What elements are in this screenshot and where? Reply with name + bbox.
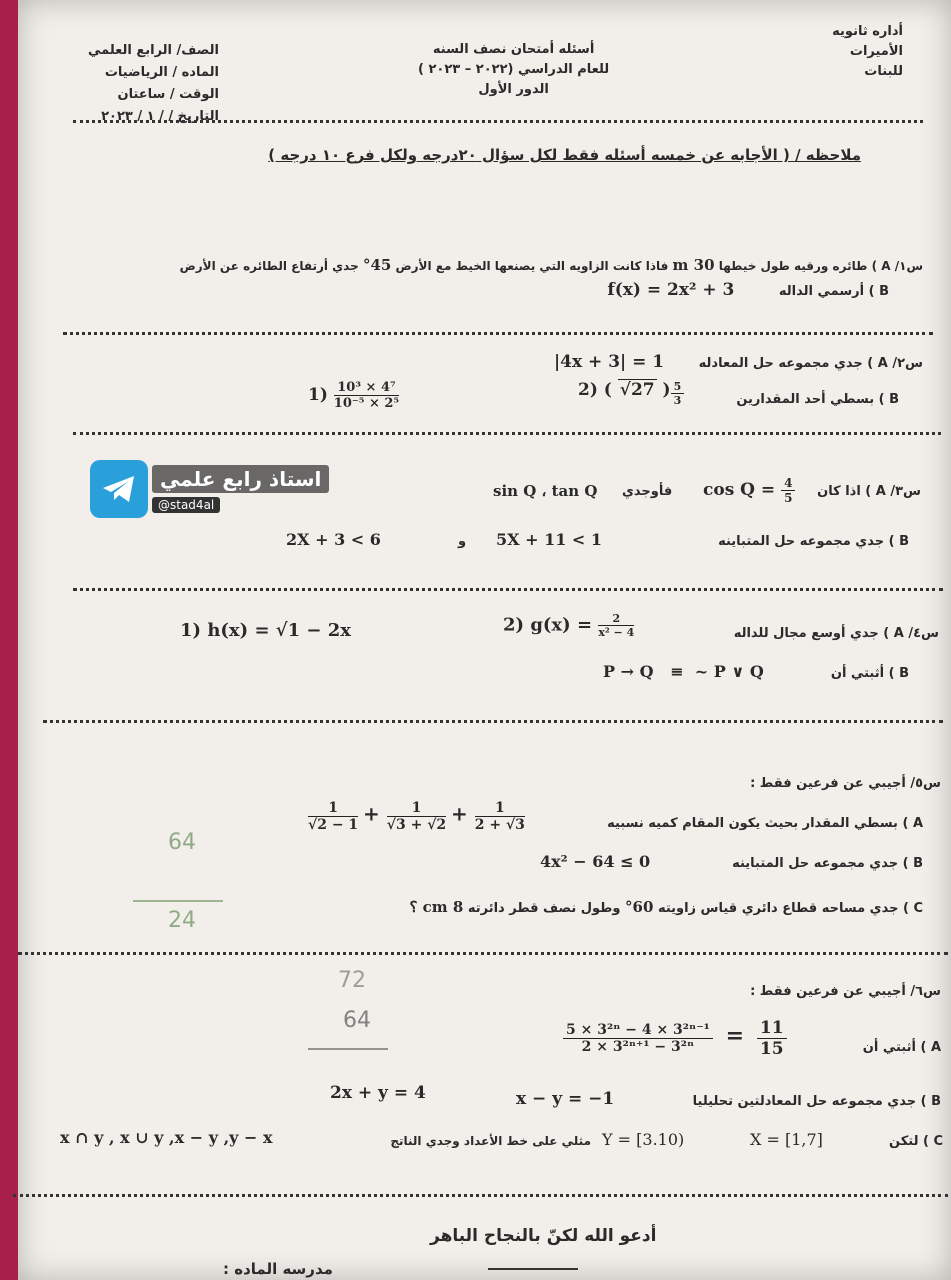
- q4-a: س٤/ A ) جدي أوسع مجال للداله: [733, 626, 939, 641]
- q5-a-expression: $\frac{1}{√2 - 1}$ + $\frac{1}{√3 + √2}$ + $\frac{1}{2 + √3}$: [308, 800, 525, 833]
- q6-c-text: مثلي على خط الأعداد وجدي الناتج: [390, 1134, 591, 1148]
- q1-a: س١/ A ) طائره ورقيه طول خيطها 30 m فاذا كانت الزاويه التي يصنعها الخيط مع الأرض 45° جدي أرتفاع الطائره عن الأرض: [179, 256, 923, 274]
- q2-b2-exponent: $\frac{5}{3}$: [671, 380, 685, 407]
- q6-c: C ) لتكن: [889, 1134, 943, 1149]
- divider: [13, 1194, 948, 1197]
- footer-teacher: مدرسه الماده :: [223, 1260, 333, 1278]
- q6-a: A ) أثبتي أن: [862, 1040, 941, 1055]
- watermark-title: استاذ رابع علمي: [152, 465, 329, 493]
- q3-a-find: فأوجدي: [622, 484, 673, 499]
- q2-b2: 2) ( √27 ) $\frac{5}{3}$: [578, 380, 684, 407]
- header-right: أداره ثانويه الأميرات للبنات: [832, 24, 903, 79]
- divider: [18, 952, 948, 955]
- divider: [43, 720, 943, 723]
- watermark-handle: @stad4al: [152, 497, 220, 513]
- handwriting-mark: 72: [338, 968, 366, 993]
- divider: [73, 432, 941, 435]
- q6-b: B ) جدي مجموعه حل المعادلتين تحليليا: [692, 1094, 941, 1109]
- q1-b: B ) أرسمي الداله f(x) = 2x² + 3: [607, 280, 889, 300]
- q6-title: س٦/ أجيبي عن فرعين فقط :: [750, 984, 941, 999]
- q4-b-math: P → Q ≡ ~ P ∨ Q: [603, 662, 764, 681]
- handwriting-line: [133, 900, 223, 902]
- q4-b: B ) أثبتي أن: [830, 666, 909, 681]
- exam-note: ملاحظه / ( الأجابه عن خمسه أسئله فقط لكل سؤال ٢٠درجه ولكل فرع ١٠ درجه ): [268, 146, 861, 164]
- q3-a: س٣/ A ) اذا كان: [817, 484, 921, 499]
- q3-b-ineq1: 5X + 11 < 1: [496, 530, 603, 549]
- handwriting-line: [308, 1048, 388, 1050]
- q2-b1-fraction: $\frac{\text{10³ × 4⁷}}{\text{10⁻⁵ × 2⁵}}$: [333, 380, 400, 411]
- telegram-icon: [90, 460, 148, 518]
- q5-title: س٥/ أجيبي عن فرعين فقط :: [750, 776, 941, 791]
- q2-b: B ) بسطي أحد المقدارين: [736, 392, 899, 407]
- q3-b: B ) جدي مجموعه حل المتباينه: [718, 534, 909, 549]
- q6-c-ops: x ∩ y , x ∪ y ,x − y ,y − x: [60, 1128, 273, 1147]
- header-left: الصف/ الرابع العلمي الماده / الرياضيات الوقت / ساعتان التاريخ / / ١ / ٢٠٢٣: [88, 43, 219, 124]
- q5-c: C ) جدي مساحه قطاع دائري قياس زاويته 60° وطول نصف قطر دائرته 8 cm ؟: [409, 898, 923, 916]
- handwriting-mark: 64: [168, 830, 196, 855]
- exam-paper: [18, 0, 951, 1280]
- q3-b-and: و: [458, 534, 467, 549]
- q2-b1: 1) $\frac{\text{10³ × 4⁷}}{\text{10⁻⁵ × 2⁵}}$: [308, 380, 400, 411]
- q5-b: B ) جدي مجموعه حل المتباينه: [732, 856, 923, 871]
- q5-a: A ) بسطي المقدار بحيث يكون المقام كميه نسبيه: [607, 816, 923, 831]
- q6-c-y: Y = [3.10): [602, 1130, 685, 1149]
- q4-a1: 1) h(x) = √1 − 2x: [180, 620, 352, 641]
- divider: [73, 120, 923, 123]
- q5-b-math: 4x² − 64 ≤ 0: [540, 852, 651, 871]
- divider: [63, 332, 933, 335]
- handwriting-mark: 24: [168, 908, 196, 933]
- signature-line: [488, 1268, 578, 1270]
- q3-a-cos: cos Q = $\frac{4}{5}$: [703, 476, 795, 505]
- q4-a2-fraction: $\frac{2}{\text{x² − 4}}$: [598, 612, 635, 639]
- handwriting-mark: 64: [343, 1008, 371, 1033]
- footer-wish: أدعو الله لكنّ بالنجاح الباهر: [430, 1226, 657, 1246]
- watermark: [90, 460, 329, 518]
- q6-a-expression: $\frac{\text{5 × 3²ⁿ − 4 × 3²ⁿ⁻¹}}{\text{2 × 3²ⁿ⁺¹ − 3²ⁿ}}$ = $\frac{11}{15}$: [563, 1018, 787, 1059]
- q6-c-x: X = [1,7]: [750, 1130, 823, 1149]
- q6-b-eq1: x − y = −1: [516, 1089, 615, 1109]
- q2-a: س٢/ A ) جدي مجموعه حل المعادله |4x + 3| = 1: [553, 352, 923, 372]
- divider: [73, 588, 943, 591]
- q6-b-eq2: 2x + y = 4: [330, 1083, 426, 1103]
- q3-cos-fraction: $\frac{4}{5}$: [781, 476, 795, 505]
- header-center: أسئله أمتحان نصف السنه للعام الدراسي (٢٠٢٢ – ٢٠٢٣ ) الدور الأول: [418, 42, 610, 97]
- q3-b-ineq2: 2X + 3 < 6: [286, 530, 381, 549]
- q4-a2: 2) g(x) = $\frac{2}{\text{x² − 4}}$: [503, 612, 635, 639]
- q3-a-funcs: sin Q ، tan Q: [493, 482, 598, 500]
- table-edge: [0, 0, 18, 1280]
